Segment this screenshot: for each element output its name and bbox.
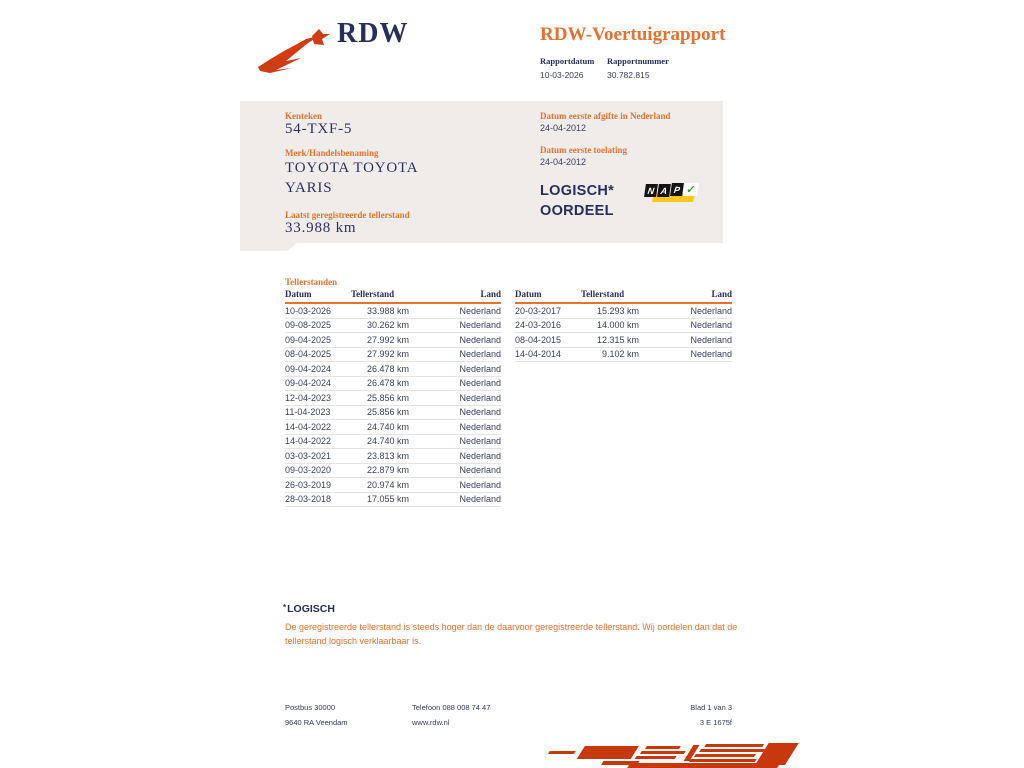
cell-datum: 11-04-2023 [285,407,331,418]
report-date-label: Rapportdatum [540,56,595,66]
footer-form-code: 3 E 1675f [699,718,732,727]
cell-datum: 08-04-2025 [285,349,332,360]
table-row [285,348,501,363]
cell-land: Nederland [459,378,501,389]
note-asterisk: * [283,603,287,612]
nap-letter-p: P [670,183,684,196]
page-title: RDW-Voertuigrapport [540,24,726,45]
cell-land: Nederland [690,349,732,360]
cell-land: Nederland [459,305,501,316]
col-header-land: Land [480,289,501,299]
cell-land: Nederland [459,465,501,476]
cell-tellerstand: 24.740 km [366,436,409,447]
cell-land: Nederland [459,363,501,374]
cell-tellerstand: 26.478 km [366,363,409,374]
meter-table-right [515,289,732,362]
table-row [515,348,732,363]
footer-page-number: Blad 1 van 3 [690,703,732,712]
cell-tellerstand: 22.879 km [366,465,409,476]
cell-datum: 14-04-2022 [285,436,332,447]
cell-land: Nederland [459,392,501,403]
table-row [285,435,501,450]
cell-land: Nederland [690,334,732,345]
cell-tellerstand: 25.856 km [366,407,409,418]
cell-land: Nederland [459,494,501,505]
table-row [285,362,501,377]
cell-datum: 09-04-2025 [285,334,332,345]
cell-datum: 09-03-2020 [285,465,332,476]
kenteken-label: Kenteken [285,111,322,121]
table-row [285,464,501,479]
cell-datum: 14-04-2022 [285,421,332,432]
cell-tellerstand: 17.055 km [366,494,409,505]
cell-land: Nederland [459,349,501,360]
cell-tellerstand: 9.102 km [601,349,639,360]
cell-tellerstand: 23.813 km [366,450,409,461]
col-header-datum: Datum [285,289,312,299]
cell-tellerstand: 33.988 km [366,305,409,316]
cell-datum: 09-04-2024 [285,378,332,389]
cell-tellerstand: 12.315 km [596,334,639,345]
cell-land: Nederland [459,407,501,418]
table-row [285,449,501,464]
cell-tellerstand: 20.974 km [366,479,409,490]
cell-tellerstand: 15.293 km [596,305,639,316]
report-date-value: 10-03-2026 [540,70,584,80]
cell-tellerstand: 25.856 km [366,392,409,403]
table-row [515,304,732,319]
merk-value: TOYOTA TOYOTA YARIS [285,160,418,196]
kenteken-value: 54-TXF-5 [285,121,353,137]
col-header-land: Land [711,289,732,299]
vehicle-summary-panel [240,101,723,243]
oordeel-text [540,181,614,221]
oordeel-line2: OORDEEL [540,203,614,219]
cell-datum: 14-04-2014 [515,349,562,360]
col-header-tellerstand: Tellerstand [351,289,395,299]
table-body [285,304,501,507]
footer-address [285,700,348,730]
cell-tellerstand: 14.000 km [596,320,639,331]
col-header-datum: Datum [515,289,542,299]
report-date-block [540,56,593,80]
table-row [285,420,501,435]
nap-letter-n: N [644,184,658,197]
cell-tellerstand: 27.992 km [366,349,409,360]
toelating-label: Datum eerste toelating [540,145,627,155]
report-number-label: Rapportnummer [607,56,669,66]
rdw-bird-icon [256,21,334,73]
cell-datum: 10-03-2026 [285,305,332,316]
table-row [285,391,501,406]
table-header [515,289,732,304]
col-header-tellerstand: Tellerstand [581,289,625,299]
footer-address-line1: Postbus 30000 [285,703,336,712]
cell-tellerstand: 27.992 km [366,334,409,345]
cell-datum: 28-03-2018 [285,494,332,505]
footer-stripes-graphic [540,741,800,768]
cell-tellerstand: 26.478 km [366,378,409,389]
table-row [285,333,501,348]
cell-land: Nederland [459,450,501,461]
afgifte-label: Datum eerste afgifte in Nederland [540,111,671,121]
cell-datum: 12-04-2023 [285,392,332,403]
note-title [283,603,335,615]
cell-datum: 09-08-2025 [285,320,332,331]
nap-check-icon: ✓ [683,183,699,196]
cell-tellerstand: 30.262 km [366,320,409,331]
footer-contact [412,700,490,730]
cell-datum: 08-04-2015 [515,334,562,345]
report-number-block [607,56,669,80]
cell-tellerstand: 24.740 km [366,421,409,432]
table-row [285,304,501,319]
table-row [515,333,732,348]
tellerstand-label: Laatst geregistreerde tellerstand [285,210,410,220]
cell-datum: 03-03-2021 [285,450,332,461]
cell-datum: 26-03-2019 [285,479,332,490]
footer-website: www.rdw.nl [412,718,450,727]
table-row [285,493,501,508]
footer-phone: Telefoon 088 008 74 47 [412,703,491,712]
cell-datum: 20-03-2017 [515,305,562,316]
section-title-tellerstanden: Tellerstanden [285,277,338,287]
afgifte-value: 24-04-2012 [540,123,587,133]
table-row [285,377,501,392]
panel-corner-tab [240,243,297,251]
table-row [285,406,501,421]
note-text: De geregistreerde tellerstand is steeds hoger dan de daarvoor geregistreerde tellerstand. Wij oordelen dan dat de tellerstand logisch verklaarbaar is. [285,622,738,646]
cell-land: Nederland [459,436,501,447]
rdw-wordmark: RDW [337,18,409,49]
cell-land: Nederland [690,320,732,331]
cell-land: Nederland [459,479,501,490]
nap-letter-a: A [657,184,671,197]
cell-datum: 09-04-2024 [285,363,332,374]
cell-land: Nederland [459,421,501,432]
cell-land: Nederland [459,320,501,331]
cell-land: Nederland [459,334,501,345]
report-number-value: 30.782.815 [607,70,650,80]
toelating-value: 24-04-2012 [540,157,587,167]
cell-land: Nederland [690,305,732,316]
cell-datum: 24-03-2016 [515,320,562,331]
report-meta [540,56,669,80]
meter-table-left [285,289,501,507]
tellerstand-value: 33.988 km [285,220,357,236]
nap-logo [645,183,699,209]
table-body [515,304,732,362]
footer-address-line2: 9640 RA Veendam [285,718,348,727]
footer-page-info [690,700,732,730]
note-title-text: LOGISCH [287,603,335,615]
merk-label: Merk/Handelsbenaming [285,148,379,158]
table-row [515,319,732,334]
table-header [285,289,501,304]
table-row [285,319,501,334]
table-row [285,478,501,493]
oordeel-line1: LOGISCH* [540,183,615,199]
